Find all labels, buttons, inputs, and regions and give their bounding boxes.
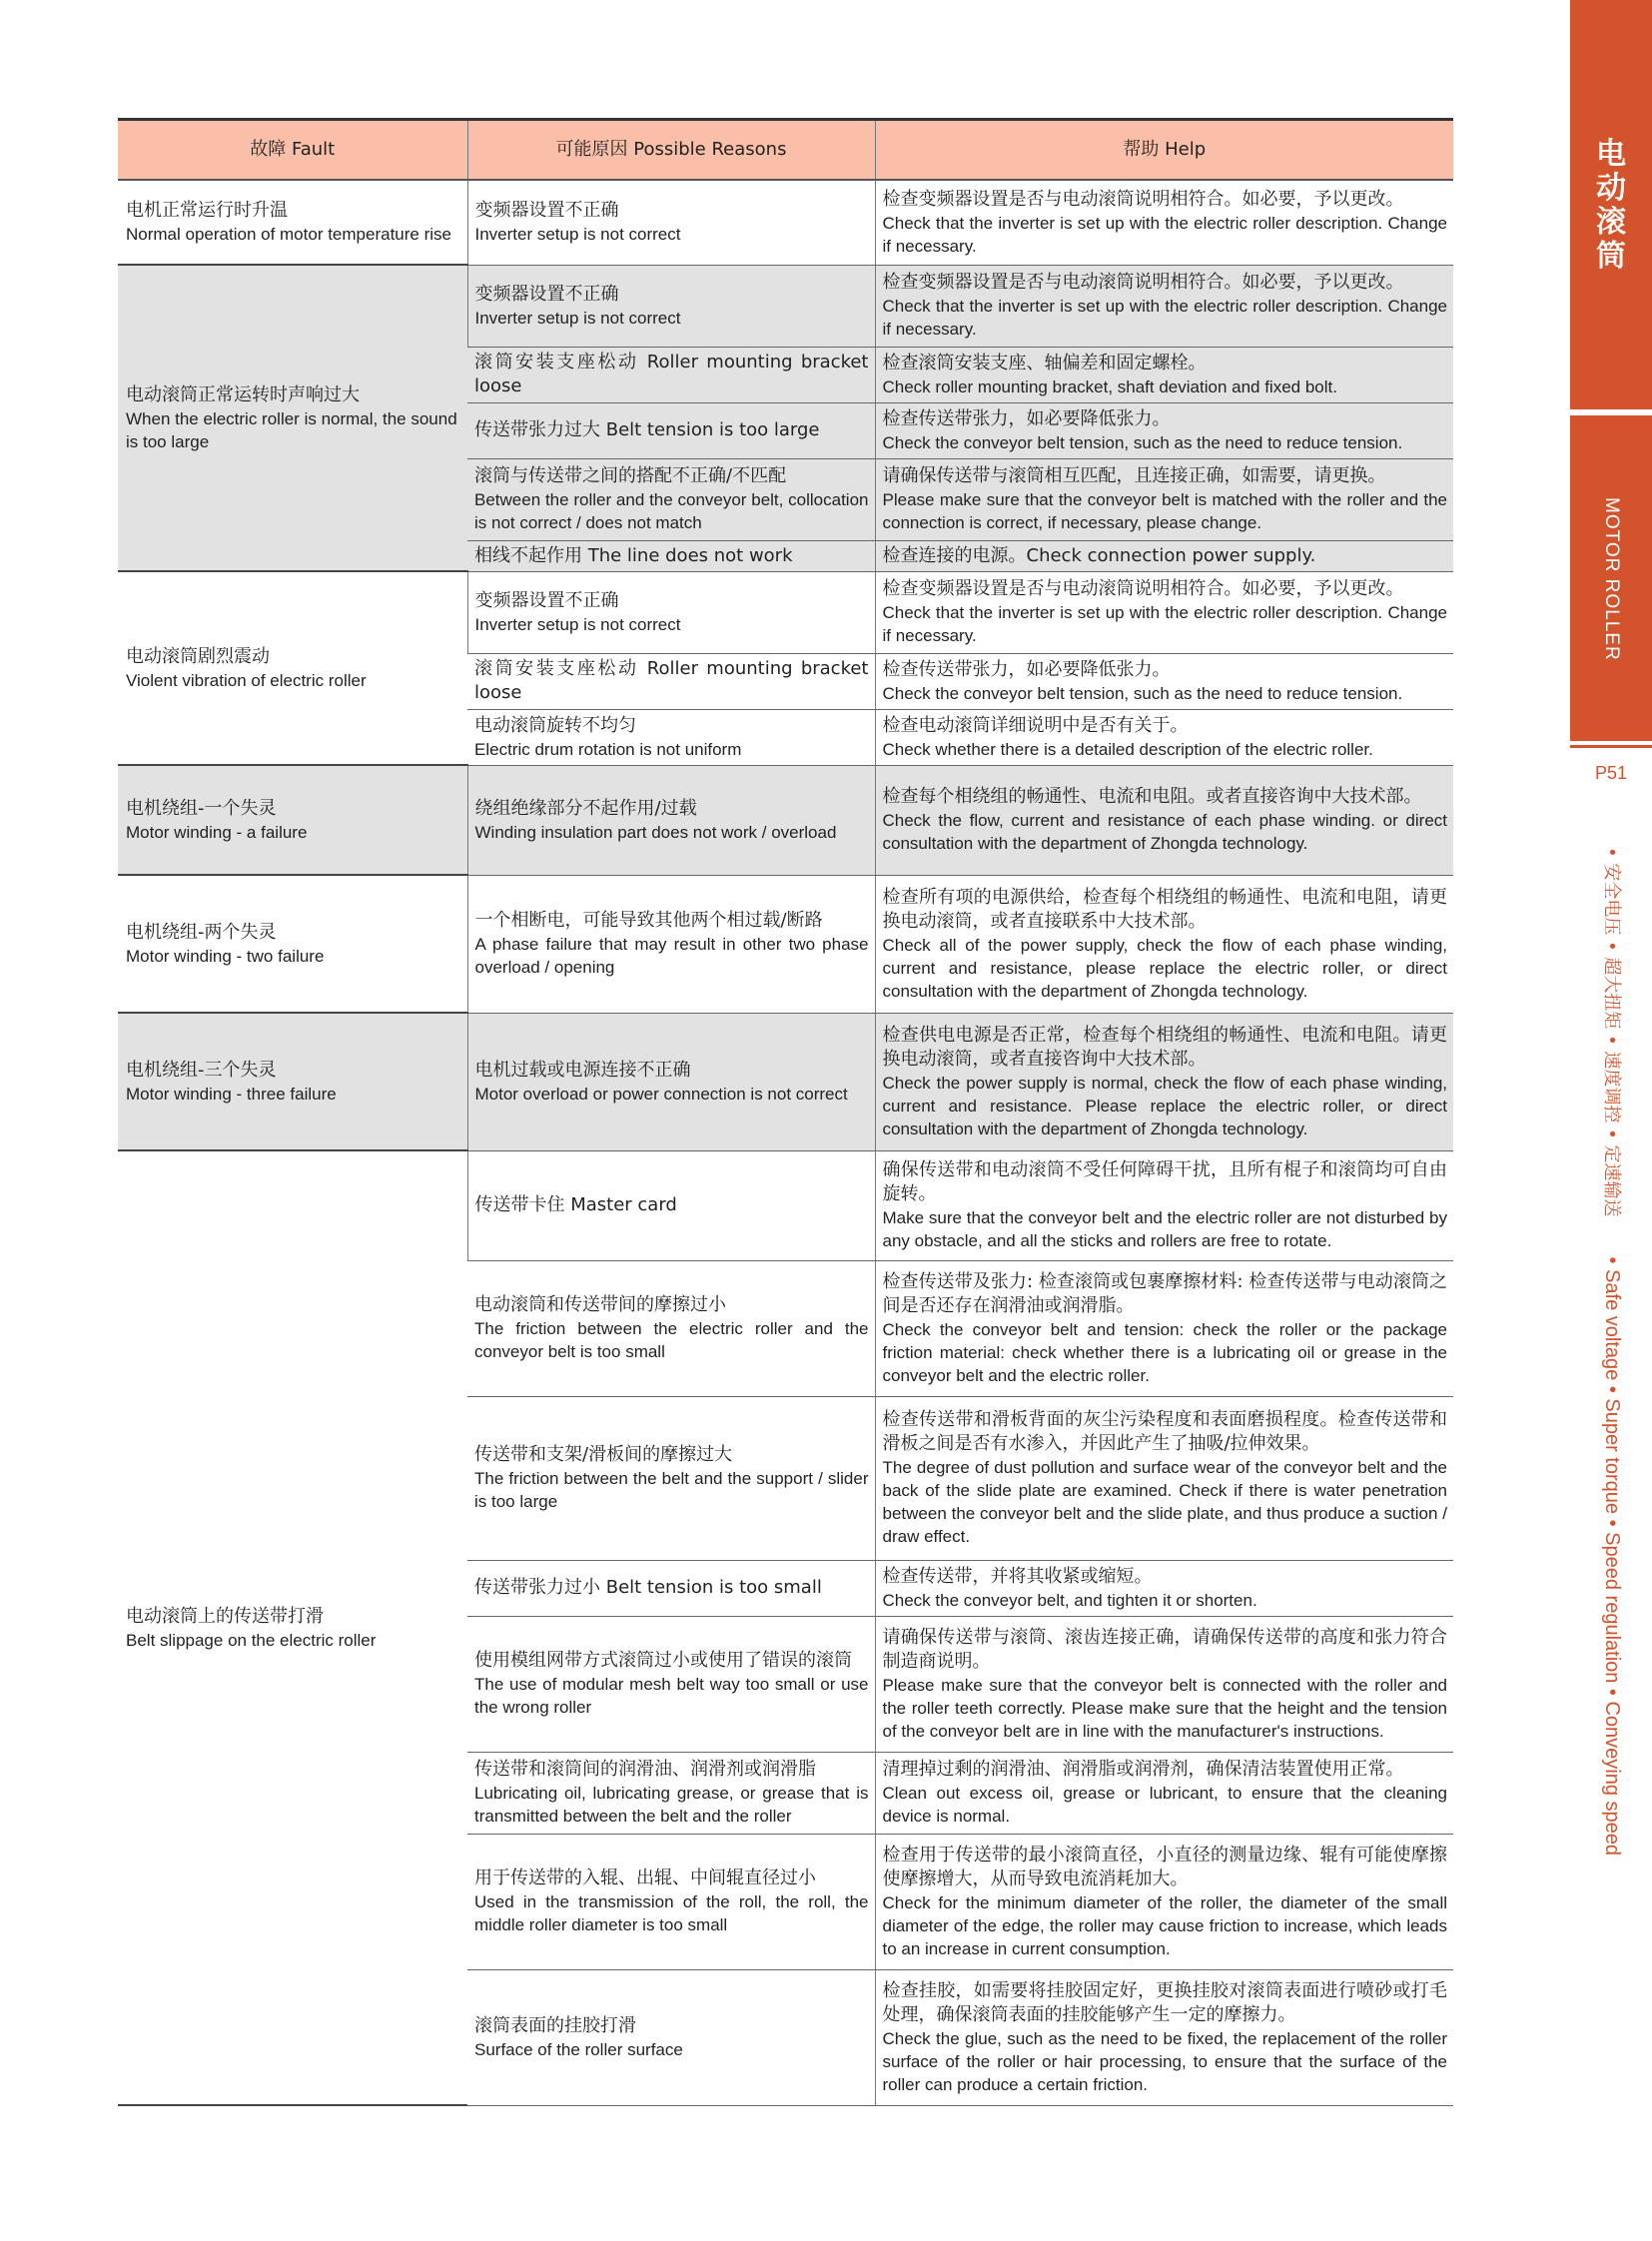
help-cell: 检查挂胶，如需要将挂胶固定好，更换挂胶对滚筒表面进行喷砂或打毛处理，确保滚筒表面的挂胶能够产生一定的摩擦力。 Check the glue, such as the need to be fixed, the replacement of the roller surface of the roller or hair processing, to ensure that the surface of the roller can produce a certain friction. — [875, 1969, 1453, 2105]
fault-group — [118, 1150, 1453, 2105]
help-cell: 检查变频器设置是否与电动滚筒说明相符合。如必要，予以更改。 Check that the inverter is set up with the electric roller description. Change if necessary. — [875, 265, 1453, 347]
tab-char: 电 — [1596, 137, 1626, 172]
reason-cell: 使用模组网带方式滚筒过小或使用了错误的滚筒 The use of modular mesh belt way too small or use the wrong roller — [467, 1616, 875, 1752]
help-cell: 确保传送带和电动滚筒不受任何障碍干扰，且所有棍子和滚筒均可自由旋转。 Make sure that the conveyor belt and the electric roller are not disturbed by any obstacle, and all the sticks and rollers are free to rotate. — [875, 1150, 1453, 1260]
troubleshooting-table — [118, 118, 1453, 2106]
fault-cell: 电机绕组-三个失灵 Motor winding - three failure — [118, 1013, 467, 1150]
fault-cell: 电动滚筒剧烈震动 Violent vibration of electric roller — [118, 571, 467, 765]
help-cell: 请确保传送带与滚筒相互匹配，且连接正确，如需要，请更换。 Please make sure that the conveyor belt is matched with the roller and the connection is correct, if necessary, please change. — [875, 458, 1453, 540]
reason-cell: 传送带和支架/滑板间的摩擦过大 The friction between the belt and the support / slider is too large — [467, 1396, 875, 1560]
tab-char: 滚 — [1596, 205, 1626, 240]
help-cell: 检查滚筒安装支座、轴偏差和固定螺栓。 Check roller mounting bracket, shaft deviation and fixed bolt. — [875, 347, 1453, 402]
reason-cell: 用于传送带的入辊、出辊、中间辊直径过小 Used in the transmission of the roll, the roll, the middle roller diameter is too small — [467, 1834, 875, 1969]
reason-cell: 电动滚筒和传送带间的摩擦过小 The friction between the electric roller and the conveyor belt is too small — [467, 1260, 875, 1396]
table-row — [118, 571, 1453, 653]
header-fault: 故障 Fault — [118, 120, 467, 181]
tab-char: 动 — [1596, 171, 1626, 206]
reason-cell: 绕组绝缘部分不起作用/过载 Winding insulation part does not work / overload — [467, 765, 875, 875]
divider — [1570, 745, 1652, 748]
help-cell: 检查传送带及张力: 检查滚筒或包裹摩擦材料: 检查传送带与电动滚筒之间是否还存在润滑油或润滑脂。 Check the conveyor belt and tension: check the roller or the package friction material: check whether there is a lubricating oil or grease in the conveyor belt and the electric roller. — [875, 1260, 1453, 1396]
table-row — [118, 875, 1453, 1013]
tab-char: 筒 — [1596, 239, 1626, 274]
help-cell: 清理掉过剩的润滑油、润滑脂或润滑剂，确保清洁装置使用正常。 Clean out excess oil, grease or lubricant, to ensure that the cleaning device is normal. — [875, 1752, 1453, 1834]
reason-cell: 传送带张力过小 Belt tension is too small — [467, 1560, 875, 1616]
table-row — [118, 265, 1453, 347]
help-cell: 检查变频器设置是否与电动滚筒说明相符合。如必要，予以更改。 Check that the inverter is set up with the electric roller description. Change if necessary. — [875, 180, 1453, 265]
fault-group — [118, 571, 1453, 765]
reason-cell: 滚筒安装支座松动 Roller mounting bracket loose — [467, 347, 875, 402]
reason-cell: 传送带张力过大 Belt tension is too large — [467, 402, 875, 458]
reason-cell: 电机过载或电源连接不正确 Motor overload or power connection is not correct — [467, 1013, 875, 1150]
reason-cell: 滚筒安装支座松动 Roller mounting bracket loose — [467, 653, 875, 709]
fault-cell: 电动滚筒上的传送带打滑 Belt slippage on the electric roller — [118, 1150, 467, 2105]
table-row — [118, 180, 1453, 265]
reason-cell: 变频器设置不正确 Inverter setup is not correct — [467, 571, 875, 653]
reason-cell: 一个相断电，可能导致其他两个相过载/断路 A phase failure that may result in other two phase overload / opening — [467, 875, 875, 1013]
feature-list — [1599, 847, 1623, 1856]
features-zh: • 安全电压 • 超大扭矩 • 速度调控 • 定速输送 — [1601, 847, 1622, 1217]
section-tab-en — [1570, 415, 1652, 741]
fault-cell: 电机正常运行时升温 Normal operation of motor temperature rise — [118, 180, 467, 265]
page-number: P51 — [1594, 763, 1628, 783]
help-cell: 请确保传送带与滚筒、滚齿连接正确，请确保传送带的高度和张力符合制造商说明。 Please make sure that the conveyor belt is connected with the roller and the roller teeth correctly. Please make sure that the height and the tension of the conveyor belt are in line with the manufacturer's instructions. — [875, 1616, 1453, 1752]
table-row — [118, 765, 1453, 875]
help-cell: 检查连接的电源。Check connection power supply. — [875, 540, 1453, 571]
help-cell: 检查每个相绕组的畅通性、电流和电阻。或者直接咨询中大技术部。 Check the flow, current and resistance of each phase winding. or direct consultation with the department of Zhongda technology. — [875, 765, 1453, 875]
fault-group — [118, 1013, 1453, 1150]
header-help: 帮助 Help — [875, 120, 1453, 181]
reason-cell: 滚筒与传送带之间的搭配不正确/不匹配 Between the roller and the conveyor belt, collocation is not correct / does not match — [467, 458, 875, 540]
help-cell: 检查供电电源是否正常，检查每个相绕组的畅通性、电流和电阻。请更换电动滚筒，或者直接咨询中大技术部。 Check the power supply is normal, check the flow of each phase winding, current and resistance. Please replace the electric roller, or direct consultation with the department of Zhongda technology. — [875, 1013, 1453, 1150]
table-header-row — [118, 120, 1453, 181]
section-tab-zh — [1570, 0, 1652, 409]
fault-group — [118, 180, 1453, 265]
reason-cell: 相线不起作用 The line does not work — [467, 540, 875, 571]
reason-cell: 电动滚筒旋转不均匀 Electric drum rotation is not uniform — [467, 709, 875, 765]
reason-cell: 传送带和滚筒间的润滑油、润滑剂或润滑脂 Lubricating oil, lubricating grease, or grease that is transmitted between the belt and the roller — [467, 1752, 875, 1834]
help-cell: 检查传送带张力，如必要降低张力。 Check the conveyor belt tension, such as the need to reduce tension. — [875, 402, 1453, 458]
fault-group — [118, 875, 1453, 1013]
help-cell: 检查电动滚筒详细说明中是否有关于。 Check whether there is a detailed description of the electric roller. — [875, 709, 1453, 765]
reason-cell: 变频器设置不正确 Inverter setup is not correct — [467, 180, 875, 265]
help-cell: 检查传送带，并将其收紧或缩短。 Check the conveyor belt, and tighten it or shorten. — [875, 1560, 1453, 1616]
help-cell: 检查变频器设置是否与电动滚筒说明相符合。如必要，予以更改。 Check that the inverter is set up with the electric roller description. Change if necessary. — [875, 571, 1453, 653]
sidebar — [1570, 0, 1652, 2241]
features-en: • Safe voltage • Super torque • Speed regulation • Conveying speed — [1601, 1256, 1623, 1857]
table-row — [118, 1150, 1453, 1260]
header-reason: 可能原因 Possible Reasons — [467, 120, 875, 181]
help-cell: 检查用于传送带的最小滚筒直径，小直径的测量边缘、辊有可能使摩擦使摩擦增大，从而导致电流消耗加大。 Check for the minimum diameter of the roller, the diameter of the small diameter of the edge, the roller may cause friction to increase, which leads to an increase in current consumption. — [875, 1834, 1453, 1969]
fault-cell: 电动滚筒正常运转时声响过大 When the electric roller is normal, the sound is too large — [118, 265, 467, 571]
fault-group — [118, 265, 1453, 571]
help-cell: 检查传送带张力，如必要降低张力。 Check the conveyor belt tension, such as the need to reduce tension. — [875, 653, 1453, 709]
fault-group — [118, 765, 1453, 875]
section-title-en: MOTOR ROLLER — [1601, 497, 1622, 661]
table-row — [118, 1013, 1453, 1150]
reason-cell: 变频器设置不正确 Inverter setup is not correct — [467, 265, 875, 347]
reason-cell: 滚筒表面的挂胶打滑 Surface of the roller surface — [467, 1969, 875, 2105]
help-cell: 检查传送带和滑板背面的灰尘污染程度和表面磨损程度。检查传送带和滑板之间是否有水渗入，并因此产生了抽吸/拉伸效果。 The degree of dust pollution and surface wear of the conveyor belt and the back of the slide plate are examined. Check if there is water penetration between the conveyor belt and the slide plate, and thus produce a suction / draw effect. — [875, 1396, 1453, 1560]
help-cell: 检查所有项的电源供给，检查每个相绕组的畅通性、电流和电阻，请更换电动滚筒，或者直接联系中大技术部。 Check all of the power supply, check the flow of each phase winding, current and resistance, please replace the electric roller, or direct consultation with the department of Zhongda technology. — [875, 875, 1453, 1013]
fault-cell: 电机绕组-一个失灵 Motor winding - a failure — [118, 765, 467, 875]
fault-cell: 电机绕组-两个失灵 Motor winding - two failure — [118, 875, 467, 1013]
reason-cell: 传送带卡住 Master card — [467, 1150, 875, 1260]
